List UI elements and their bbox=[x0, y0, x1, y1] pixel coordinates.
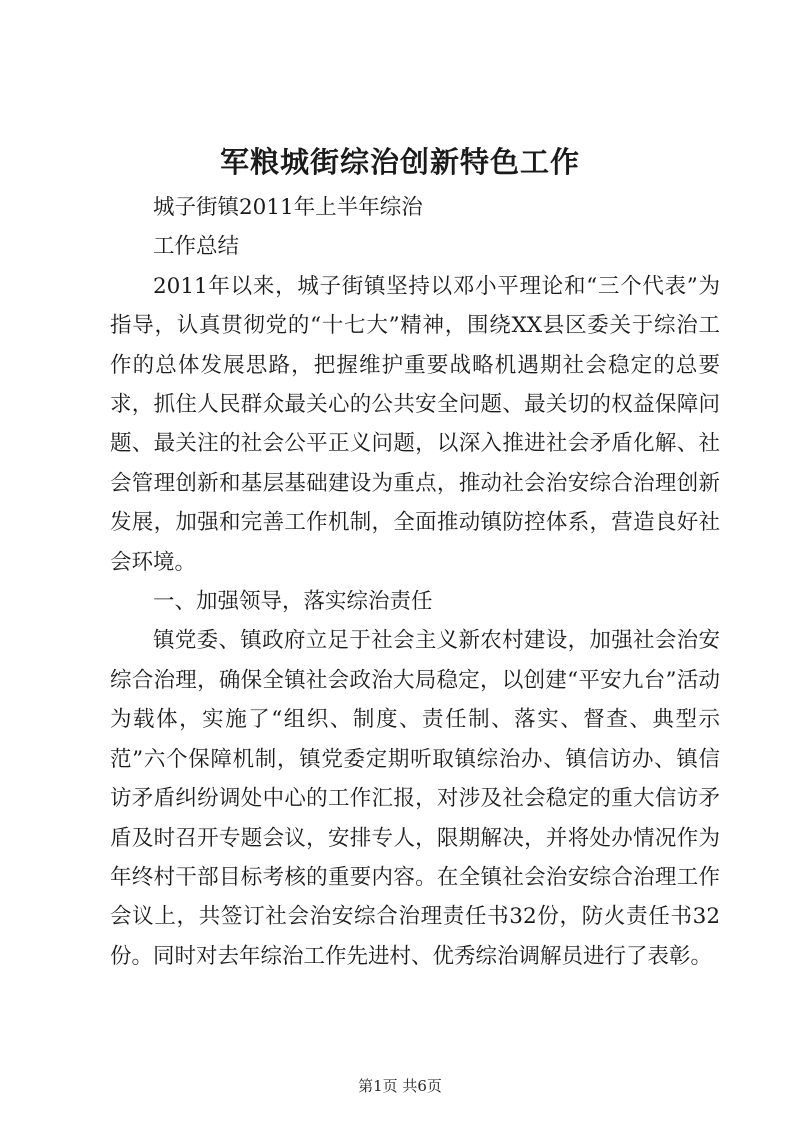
paragraph-section-1: 镇党委、镇政府立足于社会主义新农村建设，加强社会治安综合治理，确保全镇社会政治大局稳定，以创建“平安九台”活动为载体，实施了“组织、制度、责任制、落实、督查、典型示范”六个保障机制，镇党委定期听取镇综治办、镇信访办、镇信访矛盾纠纷调处中心的工作汇报，对涉及社会稳定的重大信访矛盾及时召开专题会议，安排专人，限期解决，并将处办情况作为年终村干部目标考核的重要内容。在全镇社会治安综合治理工作会议上，共签订社会治安综合治理责任书32份，防火责任书32份。同时对去年综治工作先进村、优秀综治调解员进行了表彰。 bbox=[110, 628, 720, 969]
paragraph-intro: 2011年以来，城子街镇坚持以邓小平理论和“三个代表”为指导，认真贯彻党的“十七大”精神，围绕XX县区委关于综治工作的总体发展思路，把握维护重要战略机遇期社会稳定的总要求，抓住人民群众最关心的公共安全问题、最关切的权益保障问题、最关注的社会公平正义问题，以深入推进社会矛盾化解、社会管理创新和基层基础建设为重点，推动社会治安综合治理创新发展，加强和完善工作机制，全面推动镇防控体系，营造良好社会环境。 bbox=[110, 273, 720, 575]
page-number-footer: 第1页 共6页 bbox=[358, 1077, 442, 1095]
document-title: 军粮城街综治创新特色工作 bbox=[219, 145, 580, 179]
document-body bbox=[110, 188, 720, 976]
paragraph-subtitle-line-2: 工作总结 bbox=[153, 234, 240, 260]
section-heading-1: 一、加强领导，落实综治责任 bbox=[153, 589, 433, 615]
paragraph-subtitle-line-1: 城子街镇2011年上半年综治 bbox=[153, 195, 423, 220]
